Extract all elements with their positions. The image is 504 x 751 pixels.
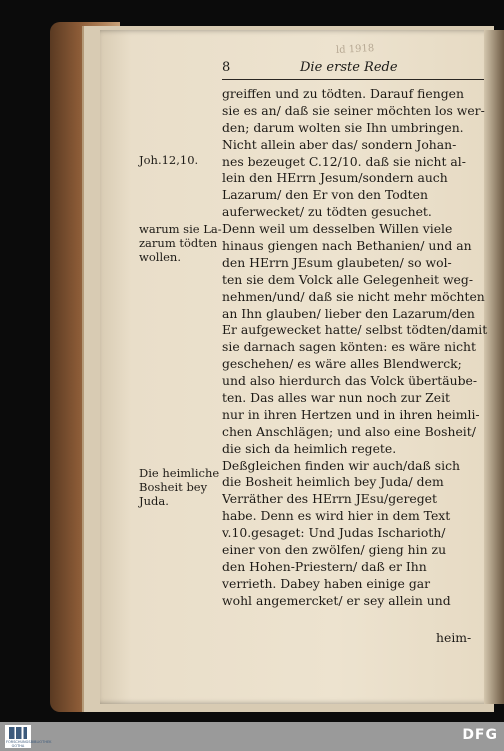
text-line: die sich da heimlich regete.: [222, 440, 397, 456]
margin-note-reference: Joh.12,10.: [139, 153, 199, 167]
text-line: nehmen/und/ daß sie nicht mehr möchten: [222, 288, 485, 304]
faint-stamp: ld 1918: [335, 43, 375, 56]
text-line: die Bosheit heimlich bey Juda/ dem: [222, 474, 444, 490]
text-line: hinaus giengen nach Bethanien/ und an: [222, 238, 472, 254]
text-line: ten. Das alles war nun noch zur Zeit: [222, 390, 451, 406]
text-line: den Hohen-Priestern/ daß er Ihn: [222, 558, 427, 574]
library-logo-text: FORSCHUNGSBIBLIOTHEK GOTHA: [6, 740, 52, 748]
margin-note-judas: Die heimliche Bosheit bey Juda.: [139, 466, 220, 508]
text-line: lein den HErrn Jesum/sondern auch: [222, 170, 448, 186]
text-line: habe. Denn es wird hier in dem Text: [222, 508, 451, 524]
text-line: Denn weil um desselben Willen viele: [222, 221, 453, 237]
text-line: und also hierdurch das Volck übertäube-: [222, 373, 478, 389]
text-line: geschehen/ es wäre alles Blendwerck;: [222, 356, 462, 372]
text-line: Deßgleichen finden wir auch/daß sich: [222, 457, 460, 473]
text-line: greiffen und zu tödten. Darauf fiengen: [222, 86, 464, 101]
text-line: nur in ihren Hertzen und in ihren heimli-: [222, 406, 480, 422]
text-line: ten sie dem Volck alle Gelegenheit weg-: [222, 271, 474, 287]
text-line: Nicht allein aber das/ sondern Johan-: [222, 136, 457, 152]
text-line: sie es an/ daß sie seiner möchten los wer-: [222, 102, 485, 118]
text-line: einer von den zwölfen/ gieng hin zu: [222, 542, 447, 558]
text-line: nes bezeuget C.12/10. daß sie nicht al-: [222, 153, 466, 169]
page-header: [222, 60, 484, 78]
text-line: wohl angemercket/ er sey allein und: [222, 592, 451, 608]
text-line: Lazarum/ den Er von den Todten: [222, 187, 428, 203]
text-line: Verräther des HErrn JEsu/gereget: [222, 491, 437, 507]
text-line: Er aufgewecket hatte/ selbst tödten/damit: [222, 322, 488, 338]
viewer-footer-bar: [0, 722, 504, 751]
page-number: 8: [222, 60, 231, 75]
running-title: Die erste Rede: [300, 60, 398, 75]
text-line: verrieth. Dabey haben einige gar: [222, 575, 431, 591]
library-logo-icon: [9, 727, 27, 739]
text-line: sie darnach sagen könten: es wäre nicht: [222, 339, 477, 355]
text-line: den HErrn JEsum glaubeten/ so wol-: [222, 254, 452, 270]
text-line: auferwecket/ zu tödten gesuchet.: [222, 204, 432, 220]
text-line: chen Anschlägen; und also eine Bosheit/: [222, 423, 476, 439]
dfg-logo: DFG: [462, 727, 498, 743]
body-text: [222, 86, 488, 610]
text-line: den; darum wolten sie Ihn umbringen.: [222, 119, 464, 135]
text-line: v.10.gesaget: Und Judas Ischarioth/: [222, 525, 446, 541]
margin-note-lazarus: warum sie La- zarum tödten wollen.: [139, 222, 222, 264]
library-logo: [5, 725, 52, 748]
catchword: heim-: [436, 630, 472, 645]
text-line: an Ihn glauben/ lieber den Lazarum/den: [222, 305, 475, 321]
header-rule: [222, 79, 484, 80]
